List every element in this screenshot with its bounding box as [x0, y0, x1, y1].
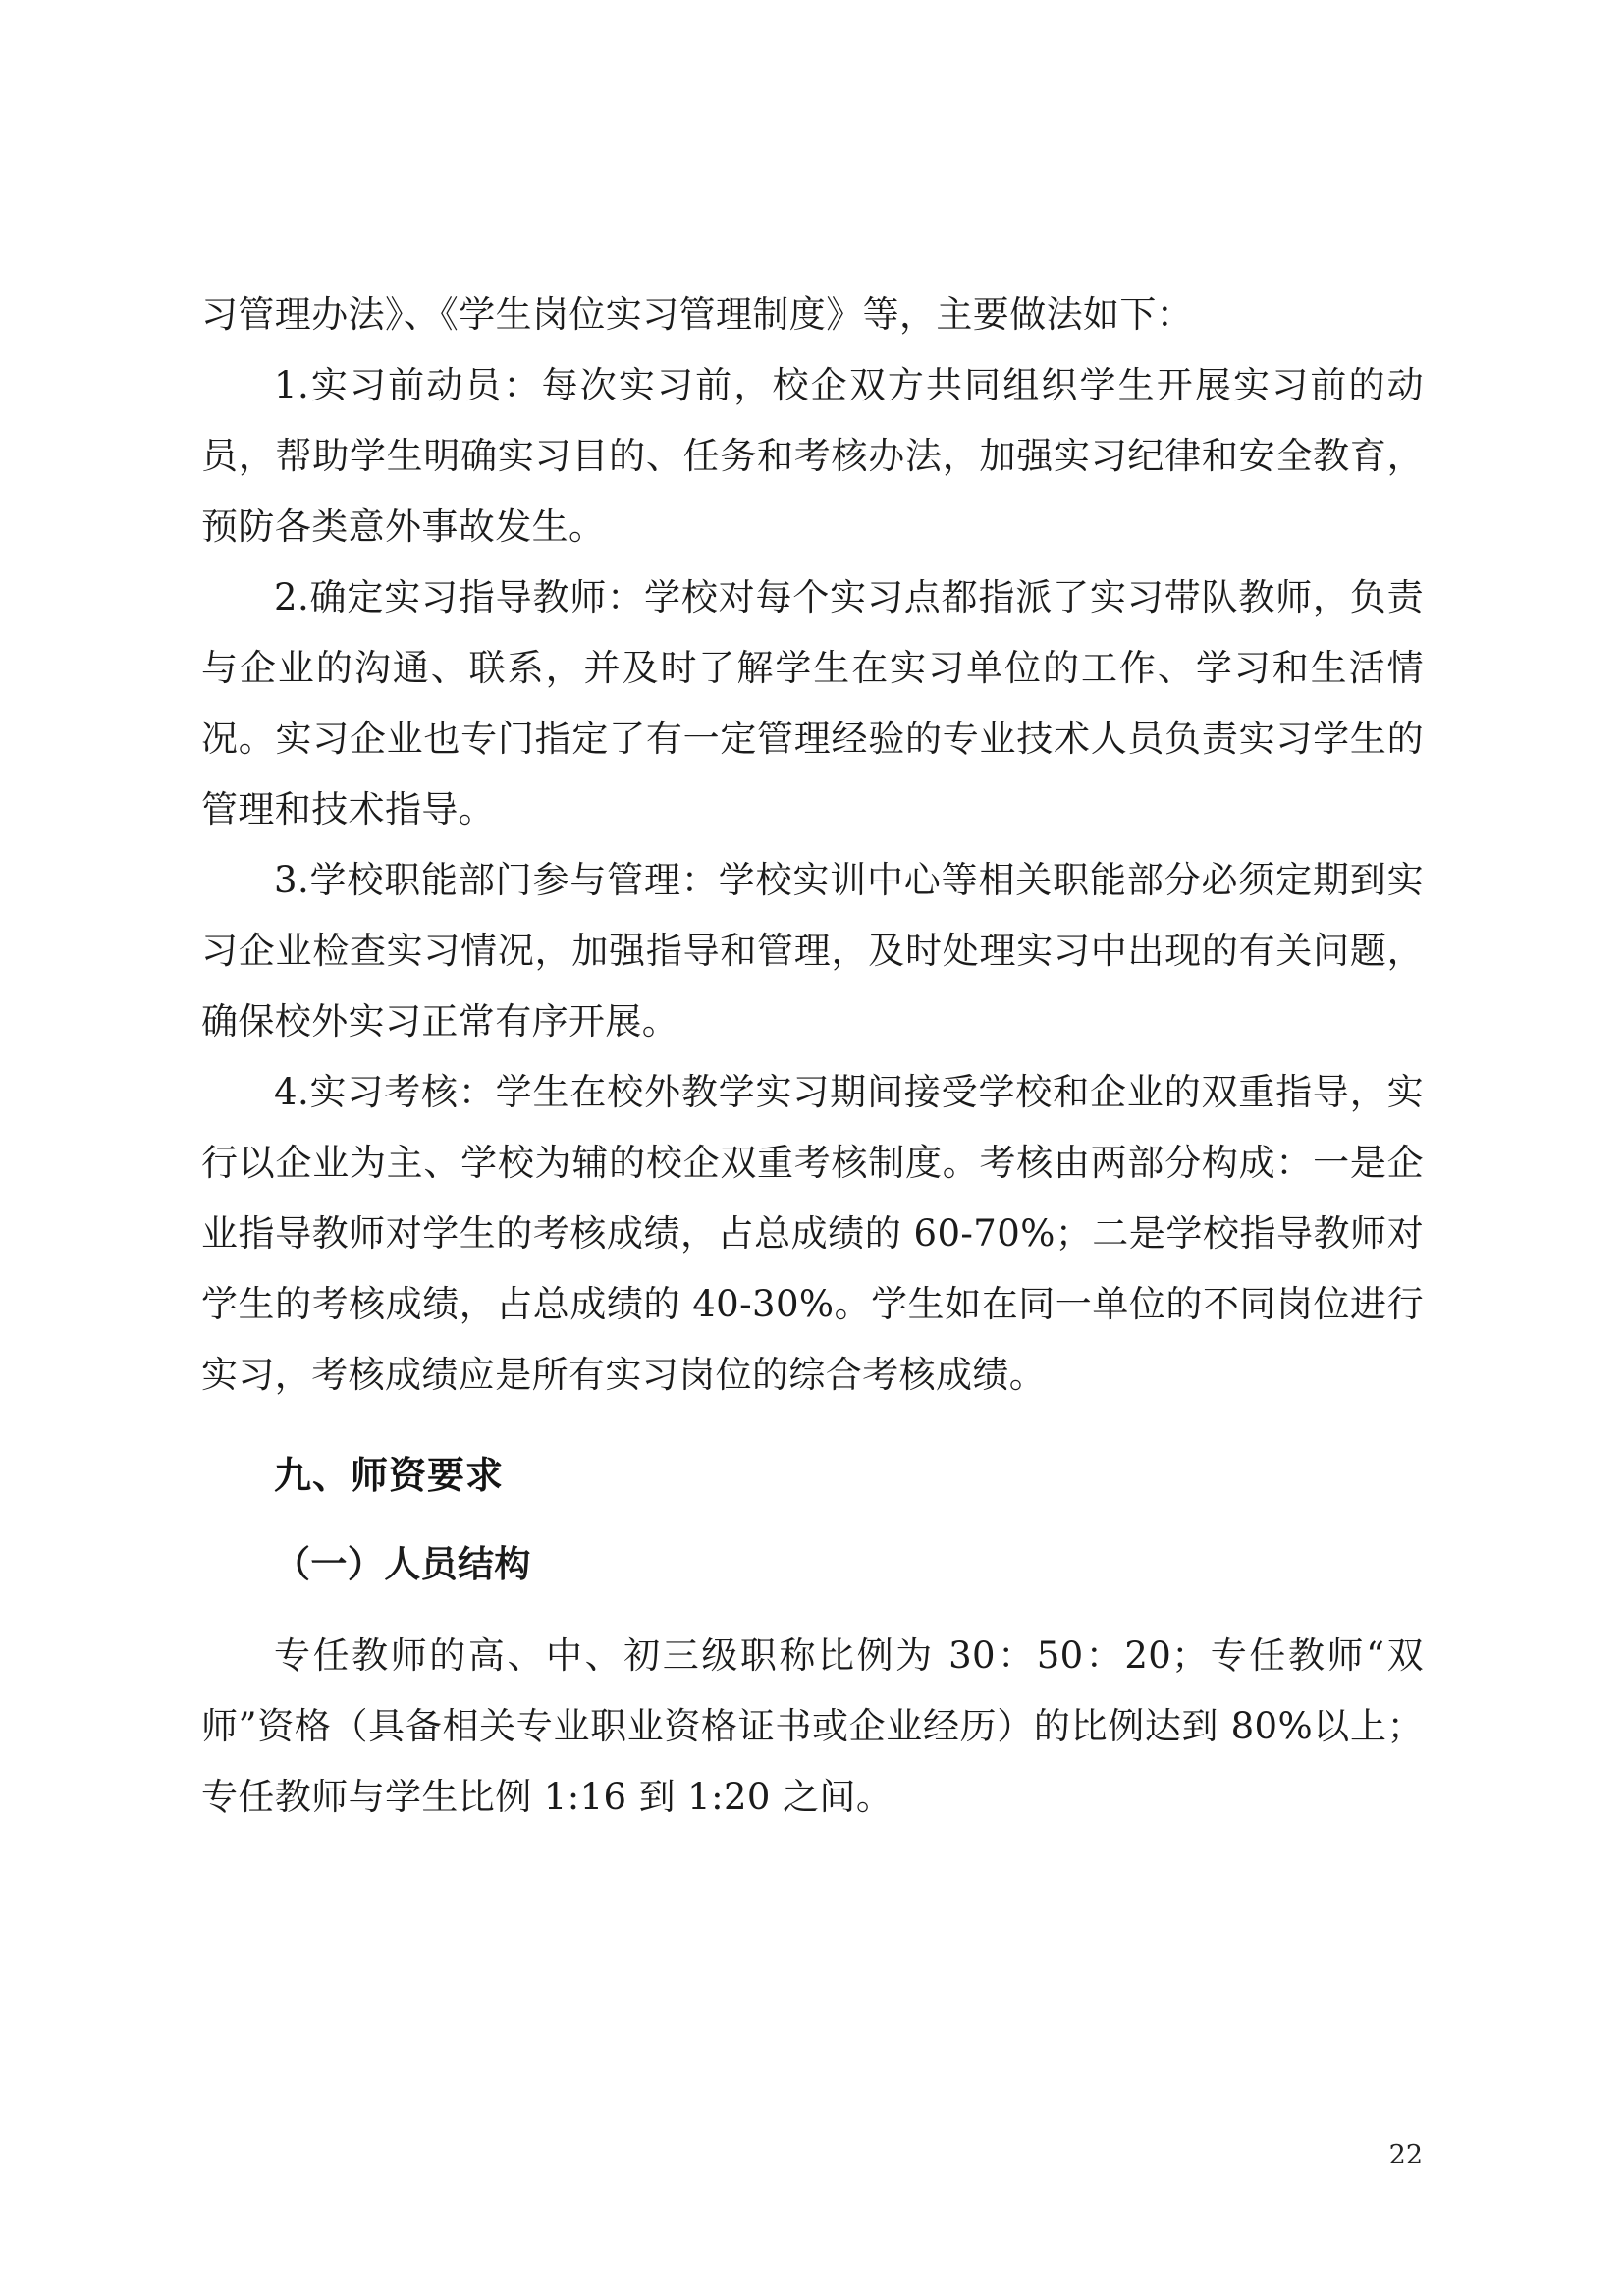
paragraph-item-3: 3.学校职能部门参与管理：学校实训中心等相关职能部分必须定期到实习企业检查实习情况，加强指导和管理，及时处理实习中出现的有关问题，确保校外实习正常有序开展。	[201, 859, 1424, 1042]
page-content	[201, 280, 1424, 1833]
paragraph-item-2: 2.确定实习指导教师：学校对每个实习点都指派了实习带队教师，负责与企业的沟通、联系，并及时了解学生在实习单位的工作、学习和生活情况。实习企业也专门指定了有一定管理经验的专业技术人员负责实习学生的管理和技术指导。	[201, 576, 1424, 830]
paragraph-subsection-body: 专任教师的高、中、初三级职称比例为 30：50：20；专任教师“双师”资格（具备相关专业职业资格证书或企业经历）的比例达到 80%以上；专任教师与学生比例 1:16 到 1:20 之间。	[201, 1634, 1424, 1818]
subsection-heading: （一）人员结构	[274, 1542, 531, 1585]
paragraph-item-1: 1.实习前动员：每次实习前，校企双方共同组织学生开展实习前的动员，帮助学生明确实习目的、任务和考核办法，加强实习纪律和安全教育，预防各类意外事故发生。	[201, 364, 1424, 548]
paragraph-item-4: 4.实习考核：学生在校外教学实习期间接受学校和企业的双重指导，实行以企业为主、学校为辅的校企双重考核制度。考核由两部分构成：一是企业指导教师对学生的考核成绩，占总成绩的 60-70%；二是学校指导教师对学生的考核成绩，占总成绩的 40-30%。学生如在同一单位的不同岗位进行实习，考核成绩应是所有实习岗位的综合考核成绩。	[201, 1071, 1424, 1396]
paragraph-continued: 习管理办法》、《学生岗位实习管理制度》等，主要做法如下：	[201, 294, 1194, 336]
section-heading: 九、师资要求	[274, 1454, 505, 1497]
page-number: 22	[1388, 2140, 1423, 2170]
